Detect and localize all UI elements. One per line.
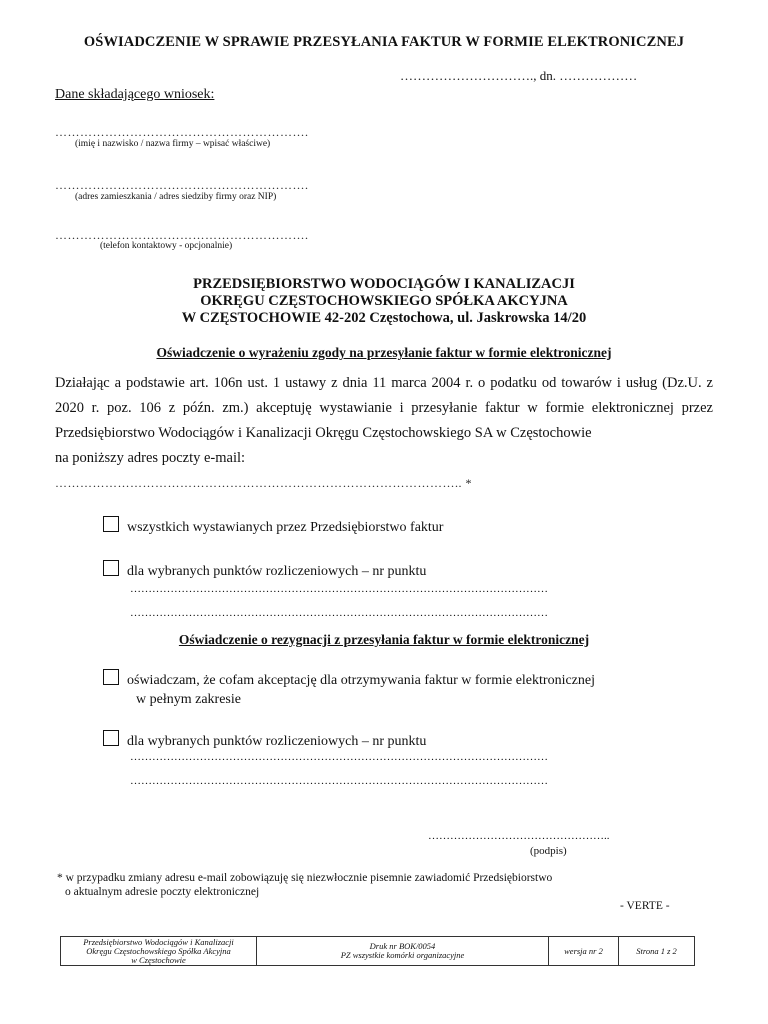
footer-document <box>257 937 549 966</box>
footer-doc-number: Druk nr BOK/0054 <box>369 941 436 951</box>
company-name-line1: PRZEDSIĘBIORSTWO WODOCIĄGÓW I KANALIZACJI <box>193 276 575 292</box>
option-resign-full[interactable] <box>103 669 595 689</box>
option-resign-full-cont: w pełnym zakresie <box>136 692 241 707</box>
company-address: W CZĘSTOCHOWIE 42-202 Częstochowa, ul. Jaskrowska 14/20 <box>181 310 587 326</box>
date-field[interactable]: …………………………., dn. ……………… <box>400 68 638 83</box>
signature-field[interactable]: ………………………………………….. <box>428 830 610 842</box>
footer-version: wersja nr 2 <box>549 937 619 966</box>
option-selected-points-label: dla wybranych punktów rozliczeniowych – nr punktu <box>127 564 427 579</box>
applicant-heading: Dane składającego wniosek: <box>55 87 215 102</box>
consent-paragraph <box>55 371 713 471</box>
footer-org-line1: Przedsiębiorstwo Wodociągów i Kanalizacji <box>83 936 234 947</box>
option-all-invoices-label: wszystkich wystawianych przez Przedsiębiorstwo faktur <box>127 520 444 535</box>
option-resign-selected-label: dla wybranych punktów rozliczeniowych – nr punktu <box>127 734 427 749</box>
signature-label: (podpis) <box>530 845 567 857</box>
resign-points-field-1[interactable]: …………………………………………………………………………………………………… <box>130 751 548 763</box>
footer-doc-scope: PZ wszystkie komórki organizacyjne <box>340 950 465 960</box>
address-field[interactable]: ……………………………………………………. <box>55 178 309 192</box>
consent-paragraph-last: na poniższy adres poczty e-mail: <box>55 450 246 466</box>
checkbox-resign-full[interactable] <box>103 669 119 685</box>
footer-org-line3: w Częstochowie <box>131 954 186 965</box>
footer-page: Strona 1 z 2 <box>619 937 695 966</box>
consent-heading: Oświadczenie o wyrażeniu zgody na przesyłanie faktur w formie elektronicznej <box>156 345 612 360</box>
phone-hint: (telefon kontaktowy - opcjonalnie) <box>100 241 233 251</box>
footer-org-line2: Okręgu Częstochowskiego Spółka Akcyjna <box>86 945 231 956</box>
option-selected-points[interactable] <box>103 560 426 580</box>
option-all-invoices[interactable] <box>103 516 443 536</box>
checkbox-all-invoices[interactable] <box>103 516 119 532</box>
address-hint: (adres zamieszkania / adres siedziby firmy oraz NIP) <box>75 192 277 202</box>
footer-table <box>60 936 695 966</box>
option-resign-full-label: oświadczam, że cofam akceptację dla otrzymywania faktur w formie elektronicznej <box>127 673 595 688</box>
verte-note: - VERTE - <box>620 900 670 912</box>
consent-paragraph-text: Działając a podstawie art. 106n ust. 1 ustawy z dnia 11 marca 2004 r. o podatku od towarów i usług (Dz.U. z 2020 r. poz. 106 z późn. zm.) akceptuję wystawianie i przesyłanie faktur w formie elektronicznej przez Przedsiębiorstwo Wodociągów i Kanalizacji Okręgu Częstochowskiego SA w Częstochowie <box>55 375 713 441</box>
checkbox-resign-selected[interactable] <box>103 730 119 746</box>
points-field-2[interactable]: …………………………………………………………………………………………………… <box>130 607 548 619</box>
points-field-1[interactable]: …………………………………………………………………………………………………… <box>130 583 548 595</box>
footnote-line1: * w przypadku zmiany adresu e-mail zobowiązuję się niezwłocznie pisemnie zawiadomić Przedsiębiorstwo <box>57 872 553 884</box>
footnote-line2: o aktualnym adresie poczty elektronicznej <box>65 886 260 898</box>
option-resign-selected[interactable] <box>103 730 426 750</box>
company-name-line2: OKRĘGU CZĘSTOCHOWSKIEGO SPÓŁKA AKCYJNA <box>200 293 568 309</box>
name-hint: (imię i nazwisko / nazwa firmy – wpisać właściwe) <box>75 139 271 149</box>
footer-organization <box>61 937 257 966</box>
document-title: OŚWIADCZENIE W SPRAWIE PRZESYŁANIA FAKTUR W FORMIE ELEKTRONICZNEJ <box>83 34 685 50</box>
phone-field[interactable]: ……………………………………………………. <box>55 228 309 242</box>
resignation-heading: Oświadczenie o rezygnacji z przesyłania faktur w formie elektronicznej <box>178 632 590 647</box>
resign-points-field-2[interactable]: …………………………………………………………………………………………………… <box>130 775 548 787</box>
email-field[interactable]: …………………………………………………………………………………….. * <box>55 476 472 490</box>
checkbox-selected-points[interactable] <box>103 560 119 576</box>
name-field[interactable]: ……………………………………………………. <box>55 125 309 139</box>
